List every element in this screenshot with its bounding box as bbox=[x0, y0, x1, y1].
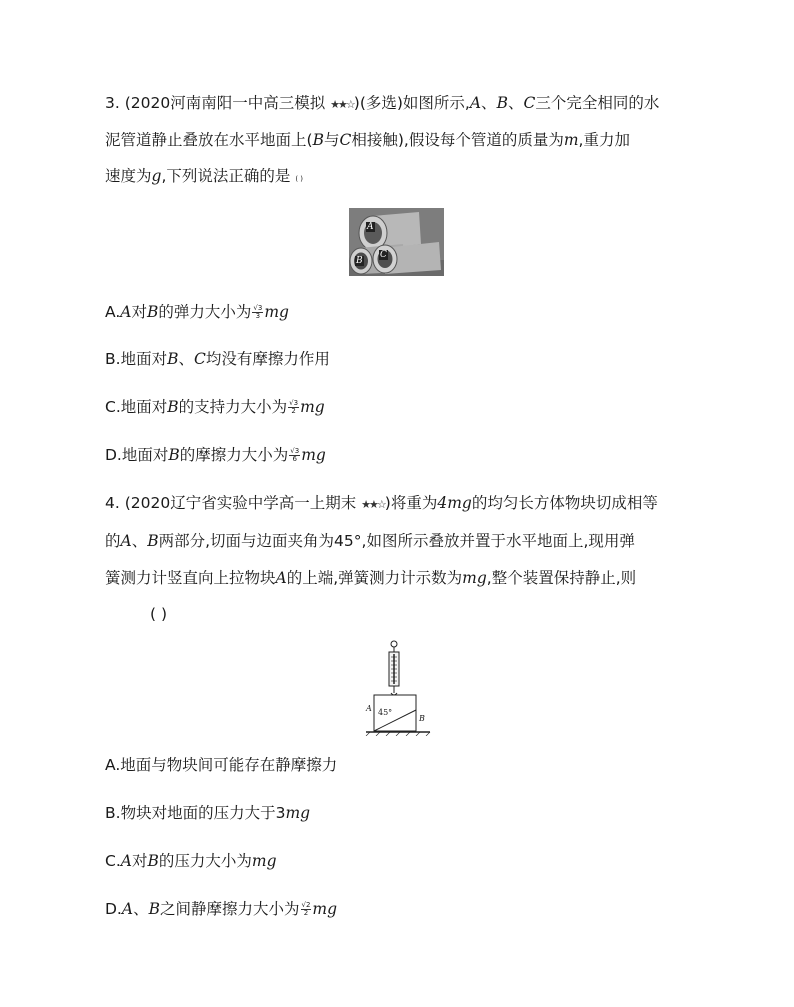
option-text: 之间静摩擦力大小为 bbox=[159, 900, 300, 918]
frac-num: √3 bbox=[290, 447, 300, 455]
q3-line-2 bbox=[105, 130, 630, 150]
option-text: 均没有摩擦力作用 bbox=[205, 350, 330, 368]
q4-option-d[interactable] bbox=[105, 899, 337, 919]
var-a: A bbox=[120, 532, 132, 550]
q4-text: )将重为 bbox=[384, 494, 438, 512]
option-text: 对 bbox=[131, 852, 148, 870]
var-b: B bbox=[147, 852, 159, 870]
difficulty-stars-icon: ★★☆ bbox=[330, 98, 354, 111]
pipe-label-c: C bbox=[380, 250, 387, 260]
option-prefix: C. bbox=[105, 852, 121, 870]
var-b: B bbox=[496, 94, 508, 112]
q4-option-c[interactable] bbox=[105, 851, 277, 871]
option-prefix: A. bbox=[105, 303, 121, 321]
q4-option-b[interactable] bbox=[105, 803, 310, 823]
option-text: 地面对 bbox=[120, 350, 168, 368]
q4-text: 两部分,切面与边面夹角为45°,如图所示叠放并置于水平地面上,现用弹 bbox=[158, 532, 635, 550]
block-a-label: A bbox=[366, 704, 372, 713]
q4-source: (2020辽宁省实验中学高一上期末 bbox=[124, 494, 357, 512]
option-text: 地面与物块间可能存在静摩擦力 bbox=[120, 756, 338, 774]
pipe-label-b: B bbox=[356, 256, 363, 266]
fraction bbox=[289, 448, 300, 463]
q3-option-c[interactable] bbox=[105, 397, 325, 417]
q4-text: ,整个装置保持静止,则 bbox=[486, 569, 637, 587]
unit-mg: mg bbox=[264, 303, 289, 321]
frac-den: 2 bbox=[303, 909, 309, 917]
option-text: 物块对地面的压力大于 bbox=[120, 804, 276, 822]
var-c: C bbox=[339, 131, 352, 149]
q3-line-1 bbox=[105, 93, 659, 115]
block-b-label: B bbox=[419, 714, 425, 723]
q3-number: 3. bbox=[105, 94, 120, 112]
var-b: B bbox=[312, 131, 324, 149]
var-b: B bbox=[167, 350, 179, 368]
var-m: m bbox=[563, 131, 579, 149]
q3-text: )(多选)如图所示, bbox=[353, 94, 470, 112]
var-c: C bbox=[523, 94, 536, 112]
sep: 、 bbox=[507, 94, 524, 112]
unit-mg: mg bbox=[285, 804, 311, 822]
weight-value: 4mg bbox=[437, 494, 472, 512]
var-c: C bbox=[193, 350, 206, 368]
var-a: A bbox=[121, 900, 134, 918]
unit-mg: mg bbox=[300, 398, 325, 416]
q3-text: 与 bbox=[323, 131, 340, 149]
q3-text: 三个完全相同的水 bbox=[535, 94, 660, 112]
sep: 、 bbox=[481, 94, 497, 112]
var-a: A bbox=[275, 569, 287, 587]
q3-line-3 bbox=[105, 166, 303, 189]
q3-text: 泥管道静止叠放在水平地面上( bbox=[105, 131, 313, 149]
q4-line-1 bbox=[105, 493, 658, 515]
option-prefix: D. bbox=[105, 446, 122, 464]
fraction bbox=[301, 902, 312, 917]
option-text: 的压力大小为 bbox=[158, 852, 252, 870]
option-text: 的支持力大小为 bbox=[178, 398, 288, 416]
option-prefix: B. bbox=[105, 350, 121, 368]
frac-den: 6 bbox=[292, 455, 297, 463]
q4-text: 簧测力计竖直向上拉物块 bbox=[105, 569, 276, 587]
q3-text: 相接触),假设每个管道的质量为 bbox=[351, 131, 564, 149]
q3-text: 速度为 bbox=[105, 167, 152, 185]
var-a: A bbox=[469, 94, 482, 112]
q3-option-d[interactable] bbox=[105, 445, 326, 465]
q3-option-a[interactable] bbox=[105, 302, 289, 322]
pipe-label-a: A bbox=[367, 222, 374, 232]
option-text: 的弹力大小为 bbox=[158, 303, 252, 321]
q4-text: 的上端,弹簧测力计示数为 bbox=[286, 569, 463, 587]
unit-mg: mg bbox=[312, 900, 338, 918]
frac-num: √3 bbox=[253, 304, 263, 312]
q3-source: (2020河南南阳一中高三模拟 bbox=[124, 94, 326, 112]
var-b: B bbox=[146, 303, 159, 321]
difficulty-stars-icon: ★★☆ bbox=[361, 498, 385, 511]
option-text: 对 bbox=[131, 303, 147, 321]
q3-option-b[interactable] bbox=[105, 349, 330, 369]
var-b: B bbox=[168, 446, 180, 464]
frac-den: 3 bbox=[255, 312, 261, 320]
unit-mg: mg bbox=[251, 852, 277, 870]
q4-text: 的均匀长方体物块切成相等 bbox=[471, 494, 658, 512]
option-text: 地面对 bbox=[121, 446, 169, 464]
option-text: 的摩擦力大小为 bbox=[179, 446, 289, 464]
fraction bbox=[252, 305, 263, 320]
q4-line-2 bbox=[105, 531, 635, 551]
unit-mg: mg bbox=[301, 446, 326, 464]
var-g: g bbox=[151, 167, 162, 185]
pipes-photo bbox=[349, 208, 444, 276]
var-b: B bbox=[148, 900, 160, 918]
var-b: B bbox=[167, 398, 179, 416]
q4-answer-blank: ( ) bbox=[150, 605, 168, 623]
fraction bbox=[288, 400, 299, 415]
angle-label: 45° bbox=[378, 708, 393, 717]
option-prefix: D. bbox=[105, 900, 122, 918]
var-b: B bbox=[147, 532, 159, 550]
option-text: 、 bbox=[178, 350, 194, 368]
option-prefix: C. bbox=[105, 398, 121, 416]
option-value: 3 bbox=[275, 804, 286, 822]
option-prefix: A. bbox=[105, 756, 121, 774]
sep: 、 bbox=[131, 532, 148, 550]
option-prefix: B. bbox=[105, 804, 121, 822]
frac-num: √3 bbox=[289, 399, 299, 407]
var-a: A bbox=[120, 303, 132, 321]
q4-option-a[interactable] bbox=[105, 755, 337, 775]
option-text: 地面对 bbox=[120, 398, 168, 416]
q4-line-3 bbox=[105, 568, 636, 588]
frac-den: 2 bbox=[291, 407, 296, 415]
q3-text: ,重力加 bbox=[578, 131, 630, 149]
q3-answer-blank: ( ) bbox=[295, 175, 304, 183]
spring-scale-figure bbox=[362, 640, 434, 736]
q4-number: 4. bbox=[105, 494, 120, 512]
var-a: A bbox=[120, 852, 132, 870]
unit-mg: mg bbox=[462, 569, 487, 587]
option-text: 、 bbox=[133, 900, 149, 918]
q3-text: ,下列说法正确的是 bbox=[161, 167, 291, 185]
frac-num: √2 bbox=[301, 901, 311, 909]
q4-text: 的 bbox=[105, 532, 121, 550]
